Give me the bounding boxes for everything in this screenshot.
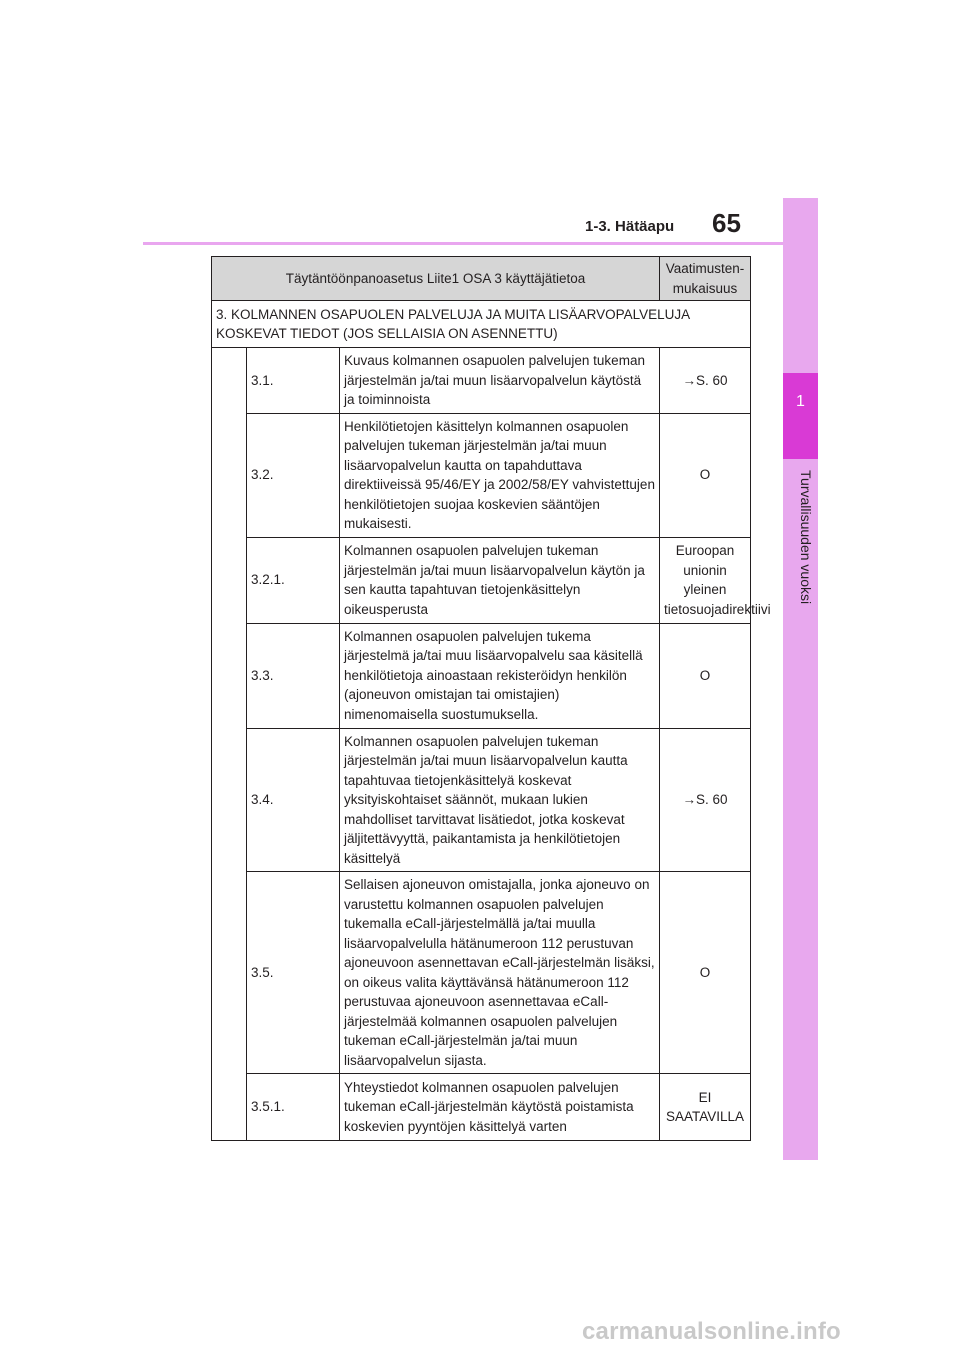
row-description: Kuvaus kolmannen osapuolen palvelujen tukeman järjestelmän ja/tai muun lisäarvopalvelun käytöstä ja toiminnoista <box>340 348 660 414</box>
table-row <box>212 537 751 623</box>
table-row <box>212 413 751 537</box>
row-ref: 3.5.1. <box>247 1074 340 1141</box>
row-requirement: O <box>660 623 751 728</box>
row-ref: 3.2.1. <box>247 537 340 623</box>
row-requirement: Euroopan unionin yleinen tietosuojadirektiivi <box>660 537 751 623</box>
row-description: Kolmannen osapuolen palvelujen tukema järjestelmä ja/tai muu lisäarvopalvelu saa käsitellä henkilötietoja ainoastaan rekisteröidyn henkilön (ajoneuvon omistajan tai omistajien) nimenomaisella suostumuksella. <box>340 623 660 728</box>
row-description: Yhteystiedot kolmannen osapuolen palvelujen tukeman eCall-järjestelmän käytöstä poistamista koskevien pyyntöjen käsittelyä varten <box>340 1074 660 1141</box>
chapter-number: 1 <box>796 393 805 410</box>
chapter-active-marker <box>783 373 818 459</box>
table-row <box>212 728 751 872</box>
row-ref: 3.5. <box>247 872 340 1074</box>
indent-cell <box>212 348 247 1141</box>
chapter-side-tab <box>783 198 818 1160</box>
row-description: Kolmannen osapuolen palvelujen tukeman järjestelmän ja/tai muun lisäarvopalvelun käytön ja sen kautta tapahtuvan tietojenkäsittelyn oikeusperusta <box>340 537 660 623</box>
table-row <box>212 1074 751 1141</box>
row-requirement: EI SAATAVILLA <box>660 1074 751 1141</box>
header-requirement: Vaatimusten-mukaisuus <box>660 257 751 301</box>
row-ref: 3.2. <box>247 413 340 537</box>
section-heading-row <box>212 301 751 348</box>
header-rule <box>143 242 783 245</box>
row-description: Kolmannen osapuolen palvelujen tukeman järjestelmän ja/tai muun lisäarvopalvelun kautta tapahtuvaa tietojenkäsittelyä koskevat yksityiskohtaiset säännöt, mukaan lukien mahdolliset tarvittavat lisätiedot, jotka koskevat jäljitettävyyttä, paikantamista ja henkilötietojen käsittelyä <box>340 728 660 872</box>
row-requirement: O <box>660 872 751 1074</box>
page-number: 65 <box>712 208 741 238</box>
section-title: 1-3. Hätäapu <box>585 218 675 235</box>
table-header-row <box>212 257 751 301</box>
row-requirement: O <box>660 413 751 537</box>
row-requirement: →S. 60 <box>660 348 751 414</box>
row-requirement: →S. 60 <box>660 728 751 872</box>
row-ref: 3.3. <box>247 623 340 728</box>
row-ref: 3.1. <box>247 348 340 414</box>
chapter-title: Turvallisuuden vuoksi <box>798 470 814 605</box>
table-row <box>212 348 751 414</box>
section-heading: 3. KOLMANNEN OSAPUOLEN PALVELUJA JA MUITA LISÄARVOPALVELUJA KOSKEVAT TIEDOT (JOS SELLAISIA ON ASENNETTU) <box>212 301 751 348</box>
watermark: carmanualsonline.info <box>582 1318 841 1345</box>
row-description: Sellaisen ajoneuvon omistajalla, jonka ajoneuvo on varustettu kolmannen osapuolen palvelujen tukemalla eCall-järjestelmällä ja/tai muulla lisäarvopalvelulla hätänumeroon 112 perustuvan ajoneuvoon asennettavan eCall-järjestelmän lisäksi, on oikeus valita käyttävänsä hätänumeroon 112 perustuvaa ajoneuvoon asennettavaa eCall-järjestelmää kolmannen osapuolen palvelujen tukeman eCall-järjestelmän ja/tai muun lisäarvopalvelun sijasta. <box>340 872 660 1074</box>
user-info-table <box>211 256 771 1141</box>
header-item: Täytäntöönpanoasetus Liite1 OSA 3 käyttäjätietoa <box>212 257 660 301</box>
row-description: Henkilötietojen käsittelyn kolmannen osapuolen palvelujen tukeman järjestelmän ja/tai muun lisäarvopalvelun kautta on tapahduttava direktiiveissä 95/46/EY ja 2002/58/EY vahvistettujen henkilötietojen suojaa koskevien sääntöjen mukaisesti. <box>340 413 660 537</box>
table-row <box>212 623 751 728</box>
row-ref: 3.4. <box>247 728 340 872</box>
table-row <box>212 872 751 1074</box>
